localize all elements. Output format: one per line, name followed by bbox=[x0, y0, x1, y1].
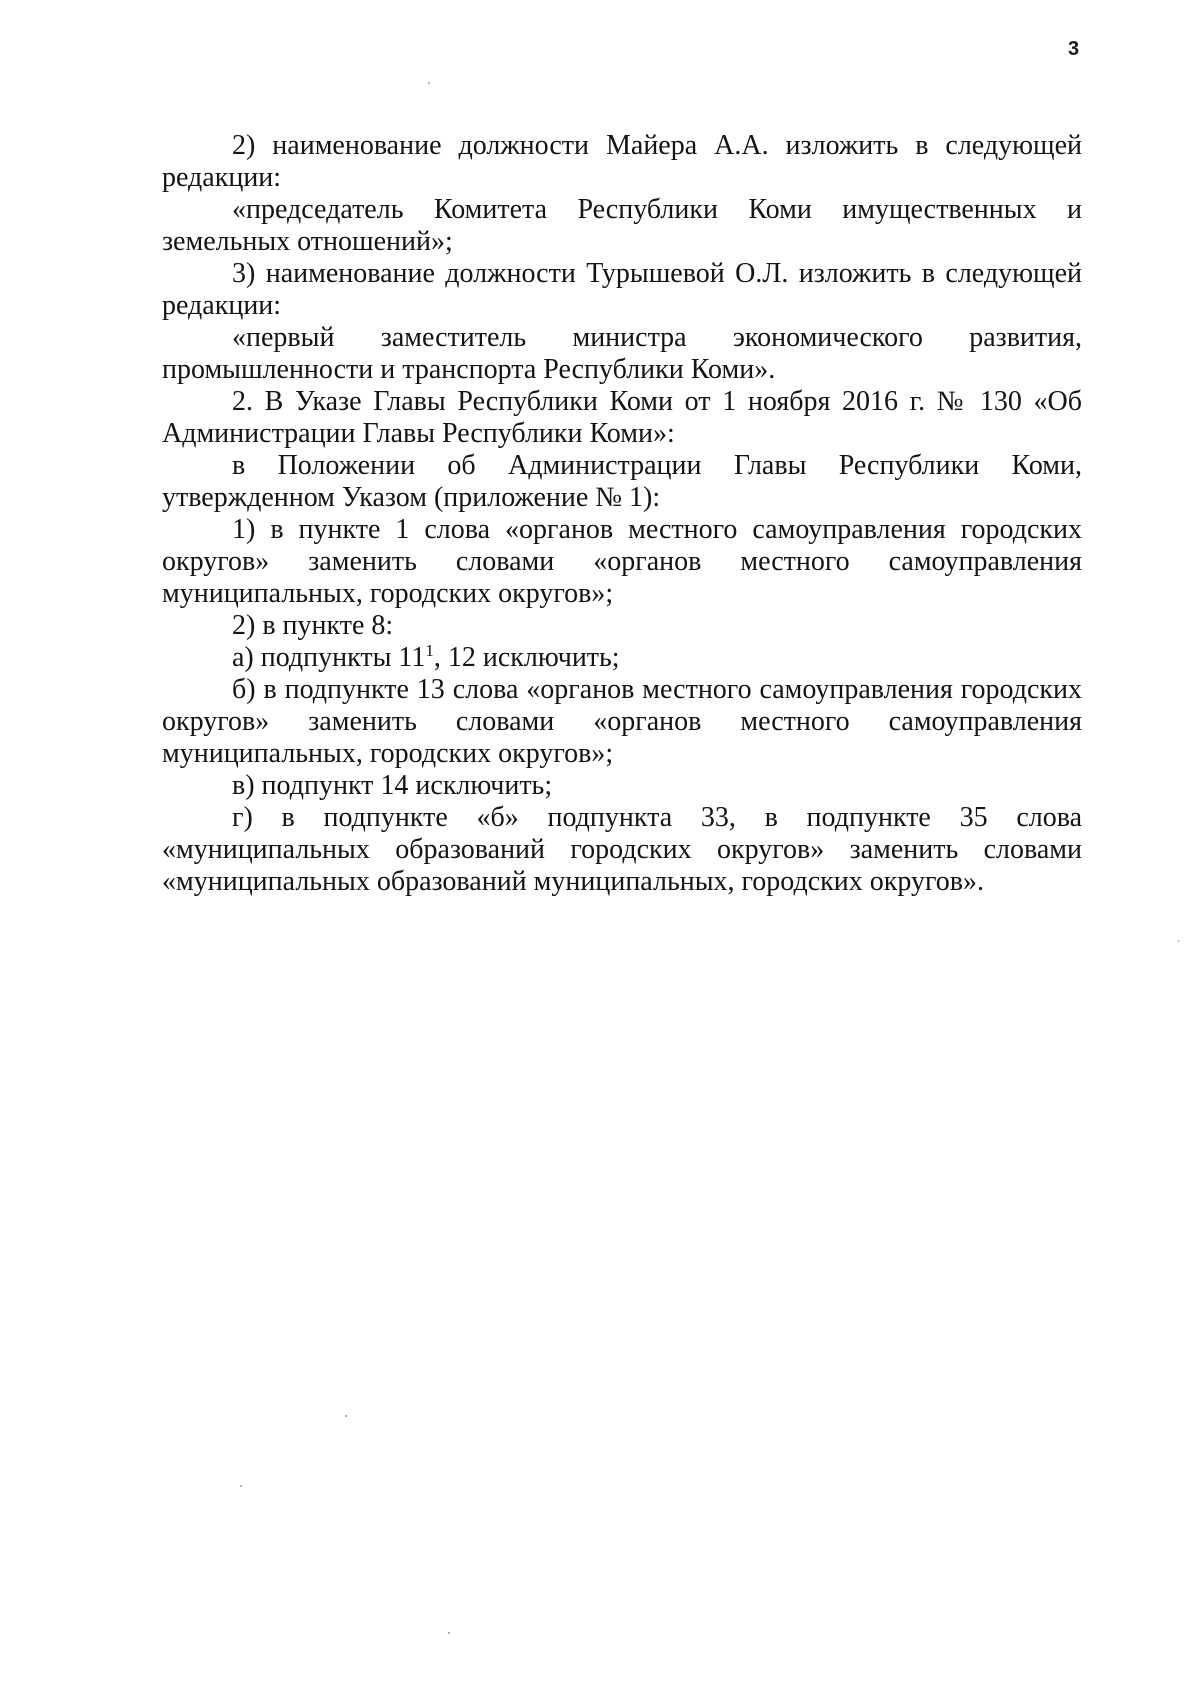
scan-speck bbox=[345, 1415, 347, 1417]
page-number: 3 bbox=[1068, 38, 1080, 60]
paragraph-subitem-a bbox=[162, 642, 1082, 674]
scan-speck bbox=[1178, 940, 1179, 942]
paragraph-item-2-point-8: 2) в пункте 8: bbox=[232, 610, 394, 641]
paragraph-turysheva-new-title: «первый заместитель министра экономического развития, промышленности и транспорта Республики Коми». bbox=[162, 322, 1082, 385]
paragraph-section-2-decree: 2. В Указе Главы Республики Коми от 1 ноября 2016 г. № 130 «Об Администрации Главы Республики Коми»: bbox=[162, 386, 1082, 449]
paragraph-regulation-reference: в Положении об Администрации Главы Республики Коми, утвержденном Указом (приложение № 1): bbox=[162, 450, 1082, 513]
paragraph-item-1: 1) в пункте 1 слова «органов местного самоуправления городских округов» заменить словами «органов местного самоуправления муниципальных, городских округов»; bbox=[162, 514, 1082, 609]
scan-speck bbox=[240, 1485, 242, 1487]
paragraph-amendment-2-mayer: 2) наименование должности Майера А.А. изложить в следующей редакции: bbox=[162, 130, 1082, 193]
document-body bbox=[162, 130, 1082, 898]
paragraph-subitem-g: г) в подпункте «б» подпункта 33, в подпункте 35 слова «муниципальных образований городских округов» заменить словами «муниципальных образований муниципальных, городских округов». bbox=[162, 802, 1082, 897]
subitem-a-superscript: 1 bbox=[425, 641, 434, 660]
scan-speck bbox=[448, 1632, 450, 1634]
scan-speck bbox=[428, 82, 430, 84]
paragraph-mayer-new-title: «председатель Комитета Республики Коми имущественных и земельных отношений»; bbox=[162, 194, 1082, 257]
subitem-a-text-before: а) подпункты 11 bbox=[232, 642, 426, 673]
subitem-a-text-after: , 12 исключить; bbox=[433, 642, 620, 673]
paragraph-amendment-3-turysheva: 3) наименование должности Турышевой О.Л. изложить в следующей редакции: bbox=[162, 258, 1082, 321]
paragraph-subitem-v: в) подпункт 14 исключить; bbox=[232, 770, 553, 801]
paragraph-subitem-b: б) в подпункте 13 слова «органов местного самоуправления городских округов» заменить словами «органов местного самоуправления муниципальных, городских округов»; bbox=[162, 674, 1082, 769]
